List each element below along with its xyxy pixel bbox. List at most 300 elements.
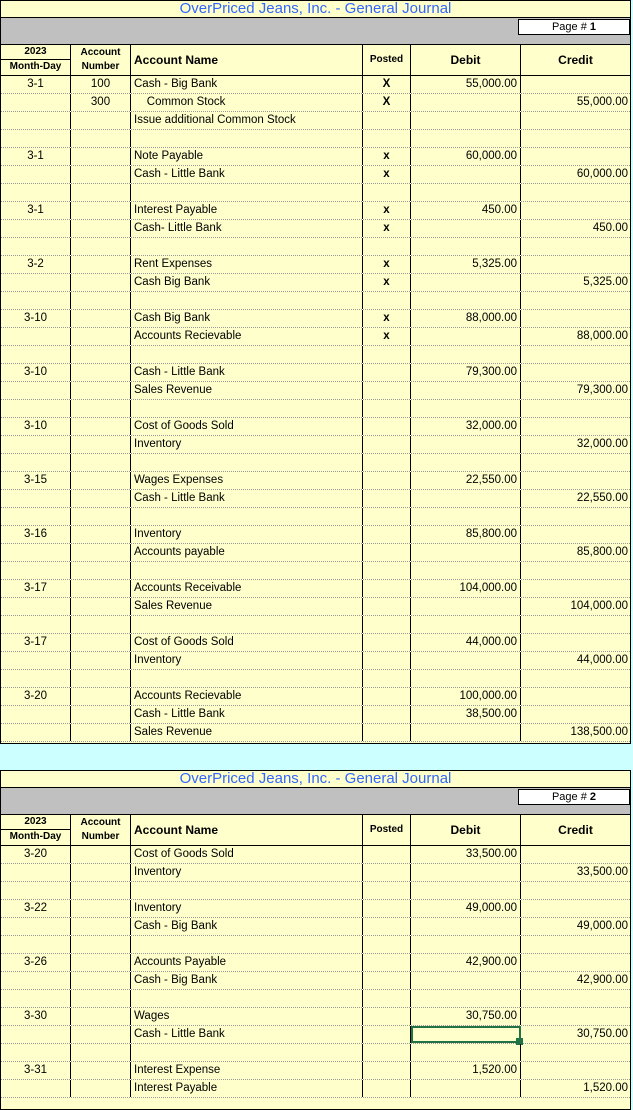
cell-account-name[interactable]: Common Stock bbox=[131, 94, 363, 111]
cell-posted[interactable] bbox=[363, 990, 411, 1007]
cell-account-number[interactable] bbox=[71, 882, 131, 899]
cell-posted[interactable] bbox=[363, 634, 411, 651]
cell-date[interactable] bbox=[1, 706, 71, 723]
cell-date[interactable]: 3-1 bbox=[1, 148, 71, 165]
cell-account-number[interactable] bbox=[71, 616, 131, 633]
cell-credit[interactable] bbox=[521, 882, 630, 899]
cell-account-name[interactable] bbox=[131, 292, 363, 309]
cell-date[interactable] bbox=[1, 616, 71, 633]
cell-date[interactable] bbox=[1, 972, 71, 989]
cell-account-name[interactable]: Cash - Little Bank bbox=[131, 1026, 363, 1043]
cell-debit[interactable]: 85,800.00 bbox=[411, 526, 521, 543]
cell-account-name[interactable]: Inventory bbox=[131, 864, 363, 881]
cell-date[interactable]: 3-1 bbox=[1, 202, 71, 219]
cell-debit[interactable]: 1,520.00 bbox=[411, 1062, 521, 1079]
cell-debit[interactable]: 55,000.00 bbox=[411, 76, 521, 93]
cell-credit[interactable] bbox=[521, 238, 630, 255]
cell-credit[interactable] bbox=[521, 202, 630, 219]
cell-account-number[interactable] bbox=[71, 706, 131, 723]
cell-account-name[interactable]: Accounts Payable bbox=[131, 954, 363, 971]
cell-credit[interactable] bbox=[521, 706, 630, 723]
cell-debit[interactable] bbox=[411, 670, 521, 687]
cell-debit[interactable]: 38,500.00 bbox=[411, 706, 521, 723]
cell-account-number[interactable] bbox=[71, 382, 131, 399]
cell-posted[interactable] bbox=[363, 184, 411, 201]
cell-date[interactable]: 3-15 bbox=[1, 472, 71, 489]
cell-credit[interactable] bbox=[521, 454, 630, 471]
cell-posted[interactable]: x bbox=[363, 202, 411, 219]
cell-posted[interactable] bbox=[363, 400, 411, 417]
cell-account-name[interactable]: Cash - Big Bank bbox=[131, 972, 363, 989]
cell-date[interactable] bbox=[1, 94, 71, 111]
cell-account-name[interactable]: Cash - Little Bank bbox=[131, 490, 363, 507]
cell-debit[interactable]: 42,900.00 bbox=[411, 954, 521, 971]
cell-account-number[interactable] bbox=[71, 990, 131, 1007]
cell-debit[interactable] bbox=[411, 598, 521, 615]
cell-account-number[interactable] bbox=[71, 900, 131, 917]
cell-credit[interactable]: 22,550.00 bbox=[576, 492, 628, 504]
cell-posted[interactable] bbox=[363, 882, 411, 899]
cell-posted[interactable] bbox=[363, 598, 411, 615]
cell-date[interactable] bbox=[1, 882, 71, 899]
cell-debit[interactable] bbox=[411, 1044, 521, 1061]
cell-credit[interactable] bbox=[521, 418, 630, 435]
cell-posted[interactable]: X bbox=[363, 76, 411, 93]
cell-account-number[interactable] bbox=[71, 346, 131, 363]
cell-account-name[interactable] bbox=[131, 562, 363, 579]
cell-debit[interactable] bbox=[411, 616, 521, 633]
cell-debit[interactable] bbox=[411, 490, 521, 507]
cell-account-number[interactable] bbox=[71, 544, 131, 561]
cell-credit[interactable]: 1,520.00 bbox=[583, 1082, 628, 1094]
cell-credit[interactable] bbox=[521, 688, 630, 705]
cell-credit[interactable] bbox=[521, 346, 630, 363]
cell-account-name[interactable]: Accounts Recievable bbox=[131, 688, 363, 705]
cell-debit[interactable]: 30,750.00 bbox=[411, 1008, 521, 1025]
cell-posted[interactable] bbox=[363, 508, 411, 525]
cell-debit[interactable] bbox=[411, 166, 521, 183]
cell-account-number[interactable] bbox=[71, 112, 131, 129]
cell-debit[interactable] bbox=[411, 238, 521, 255]
cell-account-number[interactable] bbox=[71, 634, 131, 651]
cell-account-name[interactable] bbox=[131, 616, 363, 633]
cell-date[interactable]: 3-17 bbox=[1, 580, 71, 597]
page-number-box[interactable] bbox=[518, 789, 630, 805]
cell-account-number[interactable]: 300 bbox=[71, 94, 131, 111]
cell-account-name[interactable]: Rent Expenses bbox=[131, 256, 363, 273]
cell-credit[interactable] bbox=[521, 148, 630, 165]
cell-posted[interactable] bbox=[363, 526, 411, 543]
cell-account-number[interactable] bbox=[71, 418, 131, 435]
cell-credit[interactable]: 450.00 bbox=[592, 222, 628, 234]
cell-account-number[interactable] bbox=[71, 562, 131, 579]
cell-credit[interactable]: 138,500.00 bbox=[570, 726, 628, 738]
cell-account-number[interactable] bbox=[71, 1026, 131, 1043]
cell-credit[interactable] bbox=[521, 580, 630, 597]
cell-account-name[interactable]: Cost of Goods Sold bbox=[131, 846, 363, 863]
cell-credit[interactable]: 5,325.00 bbox=[583, 276, 628, 288]
cell-account-name[interactable] bbox=[131, 670, 363, 687]
cell-posted[interactable]: x bbox=[363, 148, 411, 165]
cell-posted[interactable]: x bbox=[363, 166, 411, 183]
cell-account-name[interactable]: Accounts Recievable bbox=[131, 328, 363, 345]
cell-account-number[interactable] bbox=[71, 508, 131, 525]
cell-account-name[interactable] bbox=[131, 238, 363, 255]
cell-posted[interactable] bbox=[363, 364, 411, 381]
cell-debit[interactable]: 22,550.00 bbox=[411, 472, 521, 489]
cell-debit[interactable] bbox=[411, 220, 521, 237]
cell-posted[interactable] bbox=[363, 688, 411, 705]
cell-debit[interactable] bbox=[411, 112, 521, 129]
cell-account-name[interactable]: Wages bbox=[131, 1008, 363, 1025]
cell-account-number[interactable] bbox=[71, 184, 131, 201]
cell-account-name[interactable] bbox=[131, 346, 363, 363]
selected-debit-cell[interactable] bbox=[411, 1026, 521, 1043]
cell-debit[interactable] bbox=[411, 936, 521, 953]
cell-date[interactable]: 3-31 bbox=[1, 1062, 71, 1079]
cell-posted[interactable]: x bbox=[363, 220, 411, 237]
cell-account-number[interactable] bbox=[71, 724, 131, 741]
cell-credit[interactable] bbox=[521, 472, 630, 489]
cell-credit[interactable] bbox=[521, 1008, 630, 1025]
cell-posted[interactable]: x bbox=[363, 328, 411, 345]
cell-account-number[interactable] bbox=[71, 1080, 131, 1097]
cell-posted[interactable] bbox=[363, 382, 411, 399]
cell-credit[interactable] bbox=[521, 990, 630, 1007]
cell-account-number[interactable] bbox=[71, 598, 131, 615]
cell-credit[interactable] bbox=[521, 76, 630, 93]
cell-date[interactable]: 3-1 bbox=[1, 76, 71, 93]
cell-credit[interactable] bbox=[521, 1044, 630, 1061]
cell-posted[interactable]: x bbox=[363, 274, 411, 291]
cell-posted[interactable] bbox=[363, 1062, 411, 1079]
cell-date[interactable] bbox=[1, 598, 71, 615]
cell-account-name[interactable]: Cash - Big Bank bbox=[131, 918, 363, 935]
cell-account-number[interactable] bbox=[71, 954, 131, 971]
cell-credit[interactable] bbox=[521, 130, 630, 147]
cell-account-name[interactable]: Cost of Goods Sold bbox=[131, 634, 363, 651]
cell-posted[interactable] bbox=[363, 112, 411, 129]
cell-debit[interactable] bbox=[411, 346, 521, 363]
cell-date[interactable] bbox=[1, 1026, 71, 1043]
cell-credit[interactable] bbox=[521, 846, 630, 863]
cell-credit[interactable] bbox=[521, 508, 630, 525]
cell-account-number[interactable] bbox=[71, 310, 131, 327]
cell-debit[interactable] bbox=[411, 94, 521, 111]
cell-account-name[interactable]: Inventory bbox=[131, 526, 363, 543]
cell-account-name[interactable]: Sales Revenue bbox=[131, 382, 363, 399]
cell-account-number[interactable] bbox=[71, 490, 131, 507]
cell-date[interactable] bbox=[1, 454, 71, 471]
cell-account-name[interactable]: Inventory bbox=[131, 436, 363, 453]
cell-account-name[interactable]: Interest Expense bbox=[131, 1062, 363, 1079]
cell-account-name[interactable]: Cash- Little Bank bbox=[131, 220, 363, 237]
cell-account-number[interactable] bbox=[71, 670, 131, 687]
cell-account-name[interactable] bbox=[131, 184, 363, 201]
cell-credit[interactable]: 104,000.00 bbox=[570, 600, 628, 612]
cell-debit[interactable] bbox=[411, 652, 521, 669]
cell-date[interactable] bbox=[1, 328, 71, 345]
cell-date[interactable] bbox=[1, 274, 71, 291]
cell-account-number[interactable] bbox=[71, 652, 131, 669]
cell-account-number[interactable] bbox=[71, 1062, 131, 1079]
cell-account-number[interactable] bbox=[71, 364, 131, 381]
cell-date[interactable]: 3-17 bbox=[1, 634, 71, 651]
cell-account-number[interactable] bbox=[71, 130, 131, 147]
cell-posted[interactable] bbox=[363, 864, 411, 881]
cell-credit[interactable] bbox=[521, 310, 630, 327]
cell-credit[interactable] bbox=[521, 634, 630, 651]
cell-posted[interactable]: x bbox=[363, 256, 411, 273]
cell-date[interactable] bbox=[1, 220, 71, 237]
cell-date[interactable] bbox=[1, 436, 71, 453]
cell-debit[interactable]: 32,000.00 bbox=[411, 418, 521, 435]
cell-account-name[interactable]: Cash - Little Bank bbox=[131, 706, 363, 723]
cell-debit[interactable] bbox=[411, 882, 521, 899]
cell-account-name[interactable]: Inventory bbox=[131, 652, 363, 669]
cell-date[interactable] bbox=[1, 670, 71, 687]
cell-account-number[interactable] bbox=[71, 274, 131, 291]
cell-date[interactable] bbox=[1, 508, 71, 525]
cell-posted[interactable] bbox=[363, 580, 411, 597]
cell-account-name[interactable] bbox=[131, 1044, 363, 1061]
cell-account-name[interactable] bbox=[131, 400, 363, 417]
cell-posted[interactable] bbox=[363, 972, 411, 989]
cell-debit[interactable]: 450.00 bbox=[411, 202, 521, 219]
cell-account-number[interactable] bbox=[71, 1044, 131, 1061]
cell-account-name[interactable]: Cash - Big Bank bbox=[131, 76, 363, 93]
cell-credit[interactable] bbox=[521, 526, 630, 543]
cell-account-number[interactable] bbox=[71, 220, 131, 237]
cell-account-number[interactable] bbox=[71, 436, 131, 453]
cell-debit[interactable]: 100,000.00 bbox=[411, 688, 521, 705]
cell-date[interactable] bbox=[1, 184, 71, 201]
cell-debit[interactable]: 60,000.00 bbox=[411, 148, 521, 165]
cell-date[interactable] bbox=[1, 166, 71, 183]
cell-posted[interactable] bbox=[363, 1026, 411, 1043]
cell-date[interactable]: 3-10 bbox=[1, 310, 71, 327]
cell-account-name[interactable] bbox=[131, 508, 363, 525]
cell-posted[interactable] bbox=[363, 724, 411, 741]
cell-account-name[interactable]: Cost of Goods Sold bbox=[131, 418, 363, 435]
cell-account-name[interactable]: Interest Payable bbox=[131, 202, 363, 219]
cell-posted[interactable] bbox=[363, 706, 411, 723]
cell-debit[interactable] bbox=[411, 864, 521, 881]
cell-posted[interactable] bbox=[363, 918, 411, 935]
cell-credit[interactable] bbox=[521, 364, 630, 381]
cell-credit[interactable]: 32,000.00 bbox=[576, 438, 628, 450]
cell-account-name[interactable] bbox=[131, 130, 363, 147]
cell-date[interactable] bbox=[1, 724, 71, 741]
cell-date[interactable]: 3-2 bbox=[1, 256, 71, 273]
cell-credit[interactable] bbox=[521, 936, 630, 953]
cell-account-name[interactable]: Inventory bbox=[131, 900, 363, 917]
cell-account-name[interactable]: Accounts Receivable bbox=[131, 580, 363, 597]
cell-date[interactable]: 3-26 bbox=[1, 954, 71, 971]
cell-date[interactable] bbox=[1, 112, 71, 129]
cell-credit[interactable]: 60,000.00 bbox=[576, 168, 628, 180]
cell-debit[interactable] bbox=[411, 562, 521, 579]
cell-debit[interactable] bbox=[411, 400, 521, 417]
cell-date[interactable] bbox=[1, 346, 71, 363]
cell-account-number[interactable] bbox=[71, 148, 131, 165]
cell-debit[interactable]: 104,000.00 bbox=[411, 580, 521, 597]
cell-account-number[interactable] bbox=[71, 1008, 131, 1025]
cell-account-number[interactable] bbox=[71, 292, 131, 309]
cell-debit[interactable]: 44,000.00 bbox=[411, 634, 521, 651]
cell-account-number[interactable] bbox=[71, 472, 131, 489]
cell-date[interactable]: 3-20 bbox=[1, 846, 71, 863]
cell-credit[interactable]: 88,000.00 bbox=[576, 330, 628, 342]
cell-credit[interactable] bbox=[521, 954, 630, 971]
cell-date[interactable] bbox=[1, 652, 71, 669]
cell-date[interactable]: 3-20 bbox=[1, 688, 71, 705]
cell-account-name[interactable]: Accounts payable bbox=[131, 544, 363, 561]
cell-date[interactable] bbox=[1, 864, 71, 881]
cell-posted[interactable] bbox=[363, 936, 411, 953]
cell-posted[interactable] bbox=[363, 1008, 411, 1025]
cell-posted[interactable] bbox=[363, 490, 411, 507]
cell-account-name[interactable]: Cash - Little Bank bbox=[131, 166, 363, 183]
cell-date[interactable] bbox=[1, 400, 71, 417]
cell-credit[interactable] bbox=[521, 184, 630, 201]
cell-debit[interactable] bbox=[411, 184, 521, 201]
cell-date[interactable] bbox=[1, 292, 71, 309]
cell-account-name[interactable] bbox=[131, 882, 363, 899]
cell-account-name[interactable]: Sales Revenue bbox=[131, 598, 363, 615]
cell-credit[interactable] bbox=[521, 400, 630, 417]
cell-debit[interactable]: 5,325.00 bbox=[411, 256, 521, 273]
cell-posted[interactable] bbox=[363, 616, 411, 633]
cell-account-number[interactable] bbox=[71, 166, 131, 183]
cell-posted[interactable] bbox=[363, 454, 411, 471]
cell-account-number[interactable] bbox=[71, 238, 131, 255]
cell-date[interactable]: 3-10 bbox=[1, 364, 71, 381]
cell-credit[interactable] bbox=[521, 256, 630, 273]
cell-account-number[interactable] bbox=[71, 936, 131, 953]
cell-account-number[interactable] bbox=[71, 202, 131, 219]
cell-account-name[interactable]: Cash - Little Bank bbox=[131, 364, 363, 381]
cell-credit[interactable] bbox=[521, 292, 630, 309]
cell-posted[interactable] bbox=[363, 472, 411, 489]
cell-account-number[interactable] bbox=[71, 400, 131, 417]
page-number-box[interactable] bbox=[518, 19, 630, 35]
cell-account-number[interactable] bbox=[71, 918, 131, 935]
cell-credit[interactable]: 44,000.00 bbox=[576, 654, 628, 666]
cell-account-number[interactable] bbox=[71, 526, 131, 543]
cell-date[interactable] bbox=[1, 130, 71, 147]
cell-date[interactable] bbox=[1, 1080, 71, 1097]
cell-credit[interactable] bbox=[521, 670, 630, 687]
cell-credit[interactable]: 42,900.00 bbox=[576, 974, 628, 986]
cell-account-name[interactable]: Wages Expenses bbox=[131, 472, 363, 489]
cell-account-number[interactable]: 100 bbox=[71, 76, 131, 93]
cell-posted[interactable] bbox=[363, 418, 411, 435]
cell-account-name[interactable] bbox=[131, 936, 363, 953]
cell-credit[interactable] bbox=[521, 616, 630, 633]
cell-credit[interactable]: 33,500.00 bbox=[576, 866, 628, 878]
cell-posted[interactable] bbox=[363, 652, 411, 669]
cell-date[interactable]: 3-30 bbox=[1, 1008, 71, 1025]
cell-debit[interactable] bbox=[411, 292, 521, 309]
cell-posted[interactable] bbox=[363, 670, 411, 687]
cell-posted[interactable]: x bbox=[363, 310, 411, 327]
cell-account-number[interactable] bbox=[71, 864, 131, 881]
cell-credit[interactable] bbox=[521, 1062, 630, 1079]
cell-account-number[interactable] bbox=[71, 256, 131, 273]
cell-credit[interactable]: 85,800.00 bbox=[576, 546, 628, 558]
cell-posted[interactable] bbox=[363, 436, 411, 453]
cell-account-number[interactable] bbox=[71, 328, 131, 345]
cell-credit[interactable] bbox=[521, 112, 630, 129]
cell-debit[interactable] bbox=[411, 1080, 521, 1097]
cell-debit[interactable] bbox=[411, 130, 521, 147]
cell-account-name[interactable]: Issue additional Common Stock bbox=[131, 112, 363, 129]
cell-posted[interactable] bbox=[363, 544, 411, 561]
cell-account-name[interactable]: Cash Big Bank bbox=[131, 310, 363, 327]
cell-posted[interactable] bbox=[363, 1080, 411, 1097]
cell-account-name[interactable]: Cash Big Bank bbox=[131, 274, 363, 291]
cell-debit[interactable]: 88,000.00 bbox=[411, 310, 521, 327]
cell-posted[interactable] bbox=[363, 292, 411, 309]
cell-date[interactable] bbox=[1, 490, 71, 507]
cell-debit[interactable]: 49,000.00 bbox=[411, 900, 521, 917]
cell-date[interactable] bbox=[1, 382, 71, 399]
cell-credit[interactable]: 30,750.00 bbox=[576, 1028, 628, 1040]
cell-posted[interactable] bbox=[363, 900, 411, 917]
cell-credit[interactable]: 49,000.00 bbox=[576, 920, 628, 932]
cell-account-name[interactable] bbox=[131, 990, 363, 1007]
cell-debit[interactable] bbox=[411, 508, 521, 525]
cell-debit[interactable] bbox=[411, 274, 521, 291]
cell-debit[interactable] bbox=[411, 918, 521, 935]
cell-date[interactable] bbox=[1, 936, 71, 953]
cell-posted[interactable] bbox=[363, 954, 411, 971]
cell-posted[interactable] bbox=[363, 562, 411, 579]
cell-debit[interactable] bbox=[411, 972, 521, 989]
cell-debit[interactable] bbox=[411, 382, 521, 399]
cell-account-number[interactable] bbox=[71, 688, 131, 705]
cell-account-number[interactable] bbox=[71, 972, 131, 989]
cell-debit[interactable] bbox=[411, 724, 521, 741]
cell-date[interactable] bbox=[1, 544, 71, 561]
cell-debit[interactable] bbox=[411, 454, 521, 471]
cell-account-name[interactable]: Interest Payable bbox=[131, 1080, 363, 1097]
cell-posted[interactable]: X bbox=[363, 94, 411, 111]
cell-debit[interactable]: 79,300.00 bbox=[411, 364, 521, 381]
cell-date[interactable] bbox=[1, 918, 71, 935]
cell-debit[interactable] bbox=[411, 544, 521, 561]
cell-debit[interactable] bbox=[411, 436, 521, 453]
cell-account-name[interactable] bbox=[131, 454, 363, 471]
cell-account-name[interactable]: Note Payable bbox=[131, 148, 363, 165]
cell-posted[interactable] bbox=[363, 130, 411, 147]
cell-posted[interactable] bbox=[363, 1044, 411, 1061]
cell-date[interactable] bbox=[1, 562, 71, 579]
cell-account-number[interactable] bbox=[71, 580, 131, 597]
cell-posted[interactable] bbox=[363, 346, 411, 363]
cell-account-name[interactable]: Sales Revenue bbox=[131, 724, 363, 741]
cell-posted[interactable] bbox=[363, 846, 411, 863]
cell-account-number[interactable] bbox=[71, 454, 131, 471]
cell-date[interactable] bbox=[1, 1044, 71, 1061]
cell-debit[interactable]: 33,500.00 bbox=[411, 846, 521, 863]
cell-date[interactable]: 3-16 bbox=[1, 526, 71, 543]
cell-date[interactable]: 3-10 bbox=[1, 418, 71, 435]
cell-credit[interactable]: 79,300.00 bbox=[576, 384, 628, 396]
cell-debit[interactable] bbox=[411, 990, 521, 1007]
cell-account-number[interactable] bbox=[71, 846, 131, 863]
